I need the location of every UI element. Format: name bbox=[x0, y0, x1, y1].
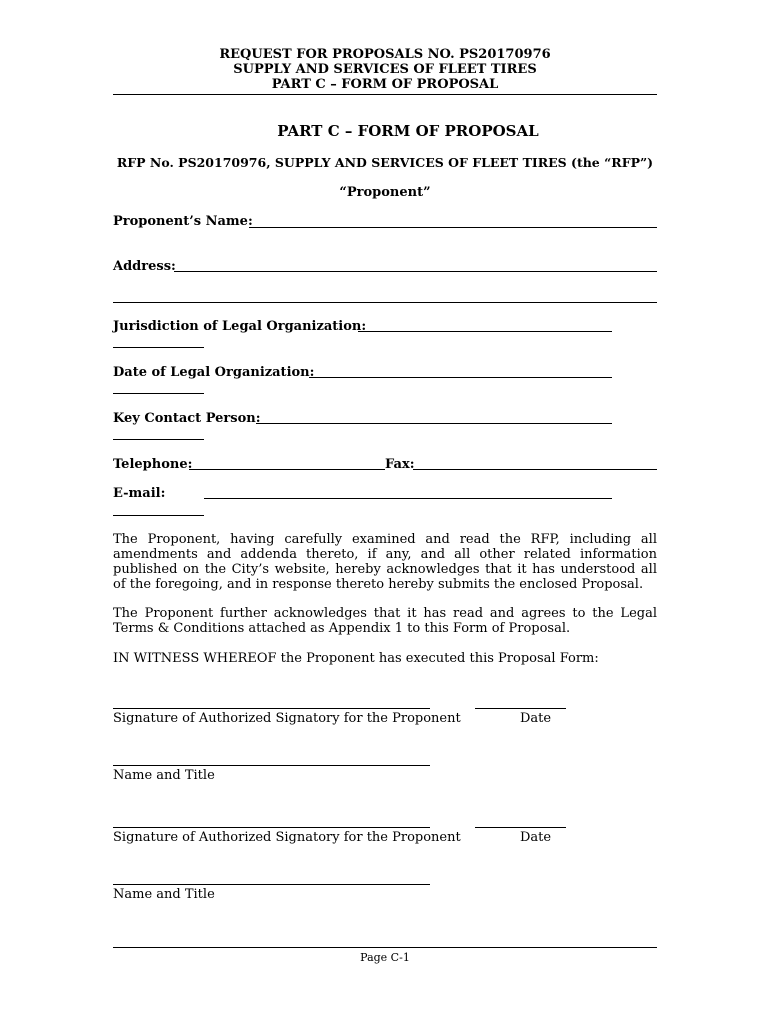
proponent-name-label: Proponent’s Name: bbox=[113, 214, 253, 229]
signature-label-1: Signature of Authorized Signatory for the Proponent bbox=[113, 711, 461, 726]
page-number: Page C-1 bbox=[360, 951, 410, 964]
header-line-1: REQUEST FOR PROPOSALS NO. PS20170976 bbox=[219, 47, 551, 62]
date-line-1[interactable] bbox=[475, 708, 566, 709]
date-organization-field-continuation[interactable] bbox=[113, 393, 204, 394]
key-contact-field-continuation[interactable] bbox=[113, 439, 204, 440]
header-rule bbox=[113, 94, 657, 95]
name-title-line-2[interactable] bbox=[113, 884, 430, 885]
signature-line-1[interactable] bbox=[113, 708, 430, 709]
telephone-field[interactable] bbox=[189, 469, 385, 470]
email-field-continuation[interactable] bbox=[113, 515, 204, 516]
fax-label: Fax: bbox=[385, 457, 415, 472]
proponent-heading: “Proponent” bbox=[339, 185, 431, 200]
address-field-line-2[interactable] bbox=[113, 302, 657, 303]
jurisdiction-field-continuation[interactable] bbox=[113, 347, 204, 348]
page-title: PART C – FORM OF PROPOSAL bbox=[277, 122, 539, 140]
witness-paragraph: IN WITNESS WHEREOF the Proponent has executed this Proposal Form: bbox=[113, 651, 599, 666]
header-line-2: SUPPLY AND SERVICES OF FLEET TIRES bbox=[233, 62, 537, 77]
fax-field[interactable] bbox=[413, 469, 657, 470]
name-title-line-1[interactable] bbox=[113, 765, 430, 766]
address-field-line-1[interactable] bbox=[174, 271, 657, 272]
key-contact-label: Key Contact Person: bbox=[113, 411, 261, 426]
email-label: E-mail: bbox=[113, 486, 166, 501]
legal-terms-paragraph: The Proponent further acknowledges that it has read and agrees to the Legal Terms & Conditions attached as Appendix 1 to this Form of Proposal. bbox=[113, 606, 657, 636]
header-line-3: PART C – FORM OF PROPOSAL bbox=[271, 77, 499, 92]
date-organization-field[interactable] bbox=[309, 377, 612, 378]
footer-rule bbox=[113, 947, 657, 948]
jurisdiction-field[interactable] bbox=[358, 331, 612, 332]
date-label-1: Date bbox=[520, 711, 552, 726]
key-contact-field[interactable] bbox=[256, 423, 612, 424]
date-line-2[interactable] bbox=[475, 827, 566, 828]
rfp-subtitle: RFP No. PS20170976, SUPPLY AND SERVICES OF FLEET TIRES (the “RFP”) bbox=[116, 155, 654, 170]
name-title-label-2: Name and Title bbox=[113, 887, 215, 902]
address-label: Address: bbox=[113, 259, 176, 274]
name-title-label-1: Name and Title bbox=[113, 768, 215, 783]
signature-line-2[interactable] bbox=[113, 827, 430, 828]
signature-label-2: Signature of Authorized Signatory for the Proponent bbox=[113, 830, 461, 845]
jurisdiction-label: Jurisdiction of Legal Organization: bbox=[113, 319, 367, 334]
telephone-label: Telephone: bbox=[113, 457, 193, 472]
proponent-name-field[interactable] bbox=[249, 227, 657, 228]
date-label-2: Date bbox=[520, 830, 552, 845]
date-organization-label: Date of Legal Organization: bbox=[113, 365, 315, 380]
email-field[interactable] bbox=[204, 498, 612, 499]
acknowledgement-paragraph: The Proponent, having carefully examined and read the RFP, including all amendments and addenda thereto, if any, and all other related information published on the City’s website, hereby acknowledges that it has understood all of the foregoing, and in response thereto hereby submits the enclosed Proposal. bbox=[113, 532, 657, 592]
